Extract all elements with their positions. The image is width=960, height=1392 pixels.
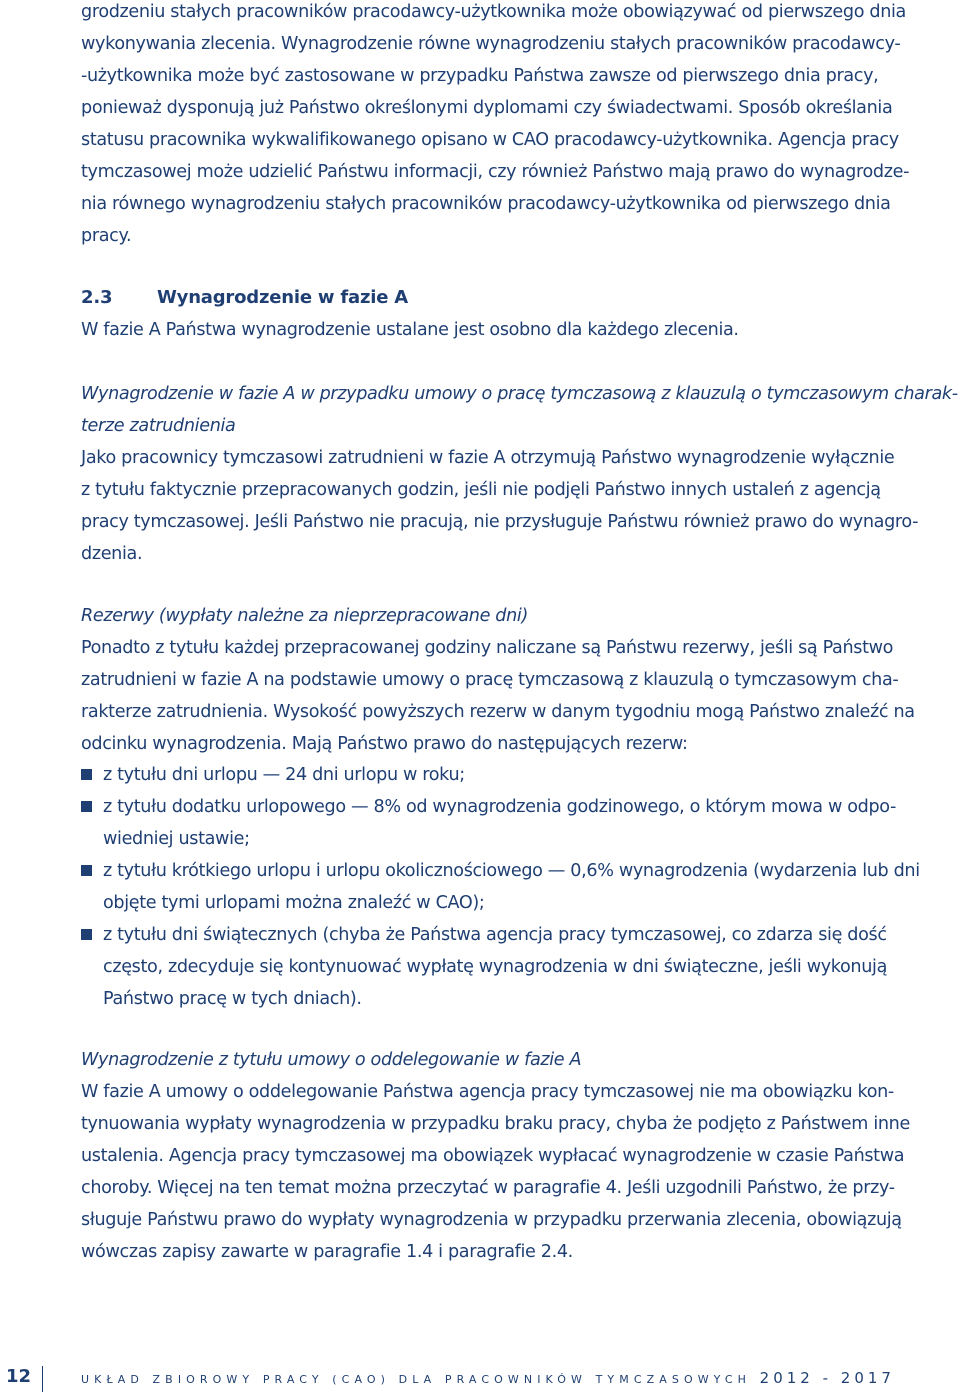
list-item-continuation: objęte tymi urlopami można znaleźć w CAO);: [103, 893, 485, 913]
subheading: terze zatrudnienia: [81, 416, 236, 436]
footer-title: [81, 1369, 895, 1387]
body-line: wówczas zapisy zawarte w paragrafie 1.4 i paragrafie 2.4.: [81, 1242, 573, 1262]
body-line: choroby. Więcej na ten temat można przeczytać w paragrafie 4. Jeśli uzgodnili Państwo, że przy-: [81, 1178, 895, 1198]
body-line: z tytułu faktycznie przepracowanych godzin, jeśli nie podjęli Państwo innych ustaleń z agencją: [81, 480, 881, 500]
bullet-square-icon: [81, 801, 92, 812]
body-line: statusu pracownika wykwalifikowanego opisano w CAO pracodawcy-użytkownika. Agencja pracy: [81, 130, 899, 150]
body-line: -użytkownika może być zastosowane w przypadku Państwa zawsze od pierwszego dnia pracy,: [81, 66, 879, 86]
body-line: pracy tymczasowej. Jeśli Państwo nie pracują, nie przysługuje Państwu również prawo do wynagro-: [81, 512, 919, 532]
body-line: nia równego wynagrodzeniu stałych pracowników pracodawcy-użytkownika od pierwszego dnia: [81, 194, 891, 214]
section-title: Wynagrodzenie w fazie A: [157, 287, 409, 308]
body-line: Jako pracownicy tymczasowi zatrudnieni w fazie A otrzymują Państwo wynagrodzenie wyłącznie: [81, 448, 895, 468]
section-heading: [81, 287, 408, 309]
list-item-continuation: często, zdecyduje się kontynuować wypłatę wynagrodzenia w dni świąteczne, jeśli wykonują: [103, 957, 888, 977]
list-item: z tytułu dni urlopu — 24 dni urlopu w roku;: [103, 765, 465, 785]
body-line: pracy.: [81, 226, 132, 246]
body-line: ponieważ dysponują już Państwo określonymi dyplomami czy świadectwami. Sposób określania: [81, 98, 893, 118]
body-line: sługuje Państwu prawo do wypłaty wynagrodzenia w przypadku przerwania zlecenia, obowiązują: [81, 1210, 902, 1230]
subheading: Rezerwy (wypłaty należne za nieprzepracowane dni): [81, 606, 528, 626]
section-number: 2.3: [81, 287, 113, 308]
footer-divider: [42, 1366, 43, 1392]
footer-years: 2012 - 2017: [759, 1369, 895, 1387]
body-line: zatrudnieni w fazie A na podstawie umowy o pracę tymczasową z klauzulą o tymczasowym cha-: [81, 670, 899, 690]
body-line: tynuowania wypłaty wynagrodzenia w przypadku braku pracy, chyba że podjęto z Państwem inne: [81, 1114, 910, 1134]
subheading: Wynagrodzenie w fazie A w przypadku umowy o pracę tymczasową z klauzulą o tymczasowym charak-: [81, 384, 958, 404]
body-line: Ponadto z tytułu każdej przepracowanej godziny naliczane są Państwu rezerwy, jeśli są Państwo: [81, 638, 894, 658]
page-footer: [0, 1366, 960, 1392]
list-item-continuation: Państwo pracę w tych dniach).: [103, 989, 362, 1009]
list-item: z tytułu dni świątecznych (chyba że Państwa agencja pracy tymczasowej, co zdarza się dość: [103, 925, 887, 945]
list-item: z tytułu krótkiego urlopu i urlopu okolicznościowego — 0,6% wynagrodzenia (wydarzenia lub dni: [103, 861, 920, 881]
body-line: dzenia.: [81, 544, 143, 564]
bullet-square-icon: [81, 929, 92, 940]
body-line: tymczasowej może udzielić Państwu informacji, czy również Państwo mają prawo do wynagrodze-: [81, 162, 910, 182]
body-line: rakterze zatrudnienia. Wysokość powyższych rezerw w danym tygodniu mogą Państwo znaleźć na: [81, 702, 915, 722]
body-line: ustalenia. Agencja pracy tymczasowej ma obowiązek wypłacać wynagrodzenie w czasie Państwa: [81, 1146, 905, 1166]
body-line: W fazie A umowy o oddelegowanie Państwa agencja pracy tymczasowej nie ma obowiązku kon-: [81, 1082, 894, 1102]
bullet-square-icon: [81, 769, 92, 780]
bullet-square-icon: [81, 865, 92, 876]
list-item-continuation: wiedniej ustawie;: [103, 829, 250, 849]
list-item: z tytułu dodatku urlopowego — 8% od wynagrodzenia godzinowego, o którym mowa w odpo-: [103, 797, 897, 817]
footer-title-text: UKŁAD ZBIOROWY PRACY (CAO) DLA PRACOWNIKÓW TYMCZASOWYCH: [81, 1373, 752, 1386]
body-line: odcinku wynagrodzenia. Mają Państwo prawo do następujących rezerw:: [81, 734, 688, 754]
page-number: 12: [6, 1366, 32, 1387]
body-line: wykonywania zlecenia. Wynagrodzenie równe wynagrodzeniu stałych pracowników pracodawcy-: [81, 34, 901, 54]
subheading: Wynagrodzenie z tytułu umowy o oddelegowanie w fazie A: [81, 1050, 582, 1070]
section-intro: W fazie A Państwa wynagrodzenie ustalane jest osobno dla każdego zlecenia.: [81, 320, 739, 340]
body-line: grodzeniu stałych pracowników pracodawcy-użytkownika może obowiązywać od pierwszego dnia: [81, 2, 906, 22]
